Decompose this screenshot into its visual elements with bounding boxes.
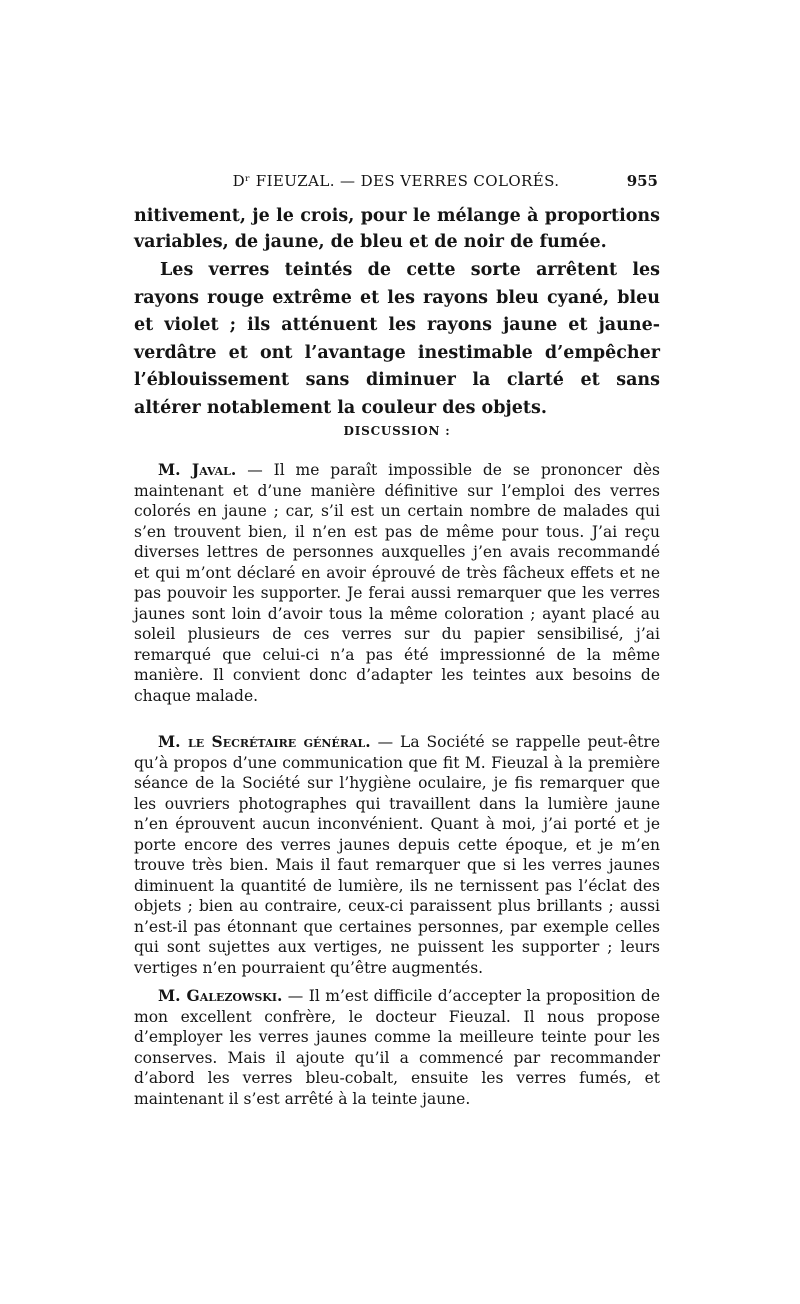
discussion-heading: DISCUSSION : <box>343 424 451 438</box>
speech-text: — Il me paraît impossible de se prononcer dès maintenant et d’une manière définitive sur l’emploi des verres colorés en jaune ; car, s’il est un certain nombre de malades qui s’en trouvent bien, il n’en est pas de même pour tous. J’ai reçu diverses lettres de personnes auxquelles j’en avais recommandé et qui m’ont déclaré en avoir éprouvé de très fâcheux effets et ne pas pouvoir les supporter. Je ferai aussi remarquer que les verres jaunes sont loin d’avoir tous la même coloration ; ayant placé au soleil plusieurs de ces verres sur du papier sensibilisé, j’ai remarqué que celui-ci n’a pas été impressionné de la même manière. Il convient donc d’adapter les teintes aux besoins de chaque malade. <box>134 461 660 705</box>
paragraph-colored-glasses: Les verres teintés de cette sorte arrêtent les rayons rouge extrême et les rayons bleu cyané, bleu et violet ; ils atténuent les rayons jaune et jaune-verdâtre et ont l’avantage inestimable d’empêcher l’éblouissement sans diminuer la clarté et sans altérer notablement la couleur des objets. <box>134 260 660 418</box>
speech-galezowski <box>134 986 660 1109</box>
speaker-name: M. Javal. <box>158 460 237 479</box>
speech-text: — Il m’est difficile d’accepter la proposition de mon excellent confrère, le docteur Fieuzal. Il nous propose d’employer les verres jaunes comme la meilleure teinte pour les conserves. Mais il ajoute qu’il a commencé par recommander d’abord les verres bleu-cobalt, ensuite les verres fumés, et maintenant il s’est arrêté à la teinte jaune. <box>134 987 660 1108</box>
speaker-name: M. le Secrétaire général. <box>158 732 371 751</box>
running-title: Dʳ FIEUZAL. — DES VERRES COLORÉS. <box>232 172 560 190</box>
running-header <box>134 172 658 200</box>
speech-secretaire-general <box>134 732 660 978</box>
speaker-name: M. Galezowski. <box>158 986 283 1005</box>
page-number: 955 <box>626 172 658 190</box>
speech-javal <box>134 460 660 706</box>
speech-text: — La Société se rappelle peut-être qu’à propos d’une communication que fit M. Fieuzal à la première séance de la Société sur l’hygiène oculaire, je fis remarquer que les ouvriers photographes qui travaillent dans la lumière jaune n’en éprouvent aucun inconvénient. Quant à moi, j’ai porté et je porte encore des verres jaunes depuis cette époque, et je m’en trouve très bien. Mais il faut remarquer que si les verres jaunes diminuent la quantité de lumière, ils ne ternissent pas l’éclat des objets ; bien au contraire, ceux-ci paraissent plus brillants ; aussi n’est-il pas étonnant que certaines personnes, par exemple celles qui sont sujettes aux vertiges, ne puissent les supporter ; leurs vertiges n’en pourraient qu’être augmentés. <box>134 733 660 977</box>
paragraph-continued: nitivement, je le crois, pour le mélange à proportions variables, de jaune, de bleu et de noir de fumée. <box>134 206 660 252</box>
